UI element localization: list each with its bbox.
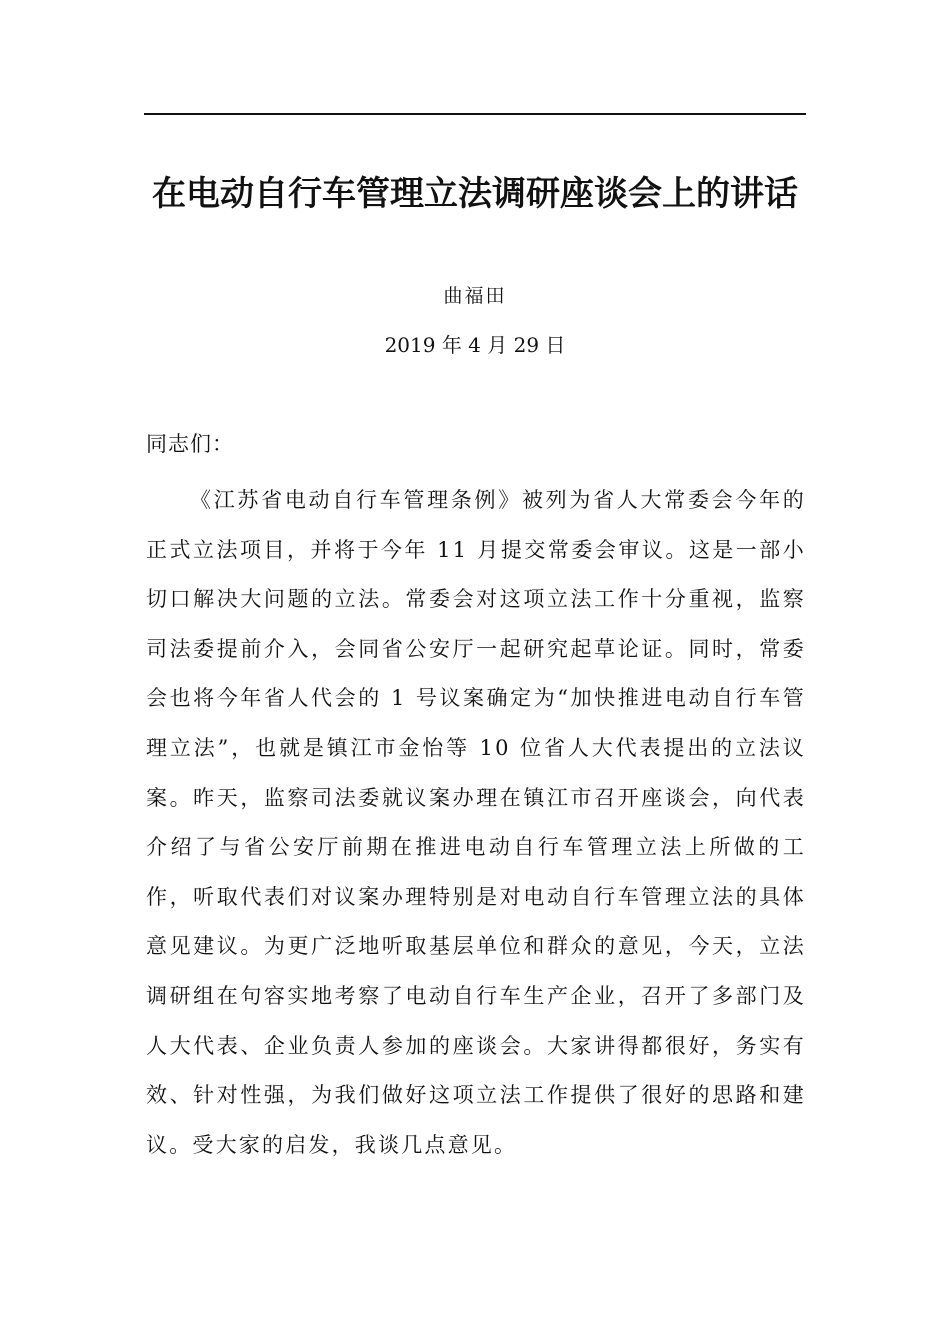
- header-rule: [144, 113, 806, 115]
- salutation: 同志们：: [146, 432, 234, 456]
- author-name: 曲福田: [443, 285, 507, 307]
- body-paragraph: 《江苏省电动自行车管理条例》被列为省人大常委会今年的正式立法项目，并将于今年 11 月提交常委会审议。这是一部小切口解决大问题的立法。常委会对这项立法工作十分重视，监察司法委提前介入，会同省公安厅一起研究起草论证。同时，常委会也将今年省人代会的 1 号议案确定为“加快推进电动自行车管理立法”，也就是镇江市金怡等 10 位省人大代表提出的立法议案。昨天，监察司法委就议案办理在镇江市召开座谈会，向代表介绍了与省公安厅前期在推进电动自行车管理立法上所做的工作，听取代表们对议案办理特别是对电动自行车管理立法的具体意见建议。为更广泛地听取基层单位和群众的意见，今天，立法调研组在句容实地考察了电动自行车生产企业，召开了多部门及人大代表、企业负责人参加的座谈会。大家讲得都很好，务实有效、针对性强，为我们做好这项立法工作提供了很好的思路和建议。受大家的启发，我谈几点意见。: [146, 488, 806, 1157]
- speech-date: 2019 年 4 月 29 日: [384, 333, 566, 357]
- document-title: 在电动自行车管理立法调研座谈会上的讲话: [152, 174, 798, 214]
